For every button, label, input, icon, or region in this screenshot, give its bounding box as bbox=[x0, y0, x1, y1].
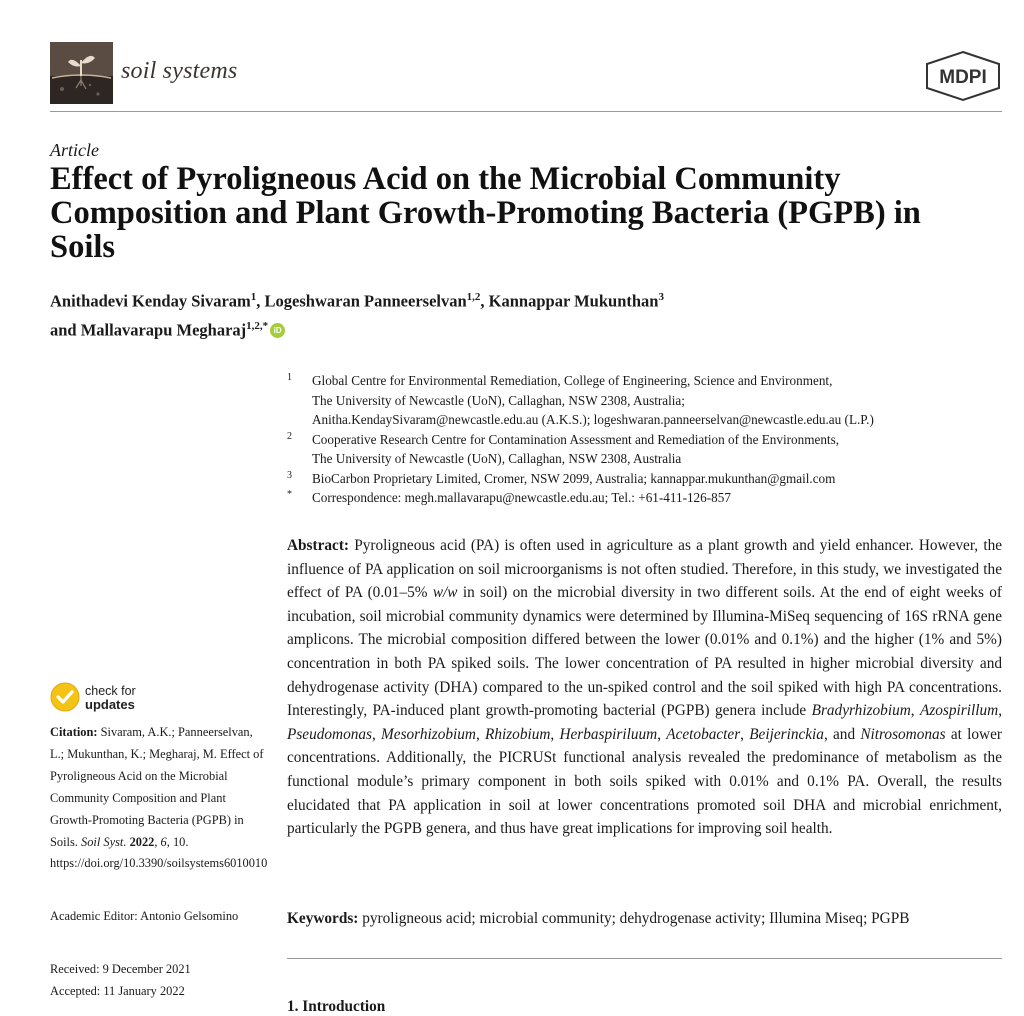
citation: Citation: Sivaram, A.K.; Panneerselvan, L.; Mukunthan, K.; Megharaj, M. Effect of Pyroligneous Acid on the Microbial Community Composition and Plant Growth-Promoting Bacteria (PGPB) in Soils. Soil Syst. 2022, 6, 10. https://doi.org/10.3390/soilsystems6010010 bbox=[50, 725, 268, 871]
author-separator: , bbox=[480, 291, 489, 311]
genus-name: Beijerinckia bbox=[749, 725, 824, 743]
citation-volume: 6 bbox=[160, 834, 167, 849]
article-title: Effect of Pyroligneous Acid on the Microbial Community Composition and Plant Growth-Promoting Bacteria (PGPB) in Soils bbox=[50, 161, 921, 265]
genus-name: Nitrosomonas bbox=[860, 725, 946, 743]
author-name: and Mallavarapu Megharaj bbox=[50, 320, 247, 339]
citation-label: Citation: bbox=[50, 725, 98, 739]
genus-name: Mesorhizobium bbox=[381, 725, 476, 743]
accepted-date: Accepted: 11 January 2022 bbox=[50, 984, 185, 998]
affiliation-line: Global Centre for Environmental Remediation, College of Engineering, Science and Environment, bbox=[312, 373, 833, 388]
abstract-text: at lower concentrations. Additionally, the PICRUSt functional analysis revealed the predominance of metabolism as the functional module’s primary component in both soils spiked with 0.01% and 0.1% PA. Overall, the results elucidated that PA application in soil at lower concentrations promoted soil DHA and microbial enrichment, particularly the PGPB genera, and thus have great implications for improving soil health. bbox=[287, 725, 1002, 838]
genus-name: Pseudomonas bbox=[287, 725, 372, 743]
abstract-unit: w/w bbox=[432, 584, 458, 602]
affiliation-item bbox=[287, 430, 1017, 469]
genus-name: Acetobacter bbox=[666, 725, 741, 743]
article-type: Article bbox=[50, 140, 99, 160]
section-heading: 1. Introduction bbox=[287, 998, 386, 1015]
abstract-text: and bbox=[833, 725, 856, 743]
author-affiliation-mark: 3 bbox=[658, 291, 664, 303]
author-affiliation-mark: 1,2 bbox=[466, 291, 481, 303]
soil-plant-icon bbox=[50, 42, 113, 104]
abstract: Abstract: Pyroligneous acid (PA) is often used in agriculture as a plant growth and yield enhancer. However, the influence of PA application on soil microorganisms is not often studied. Therefore, in this study, we investigated the effect of PA (0.01–5% w/w in soil) on the microbial diversity in two different soils. At the end of eight weeks of incubation, soil microbial community dynamics were determined by Illumina-MiSeq sequencing of 16S rRNA gene amplicons. The microbial composition differed between the lower (0.01% and 0.1%) and the higher (1% and 5%) concentration in both PA spiked soils. The lower concentration of PA resulted in higher microbial diversity and dehydrogenase activity (DHA) compared to the un-spiked control and the soil spiked with high PA concentrations. Interestingly, PA-induced plant growth-promoting bacterial (PGPB) genera include Bradyrhizobium, Azospirillum, Pseudomonas, Mesorhizobium, Rhizobium, Herbaspiriluum, Acetobacter, Beijerinckia, and Nitrosomonas at lower concentrations. Additionally, the PICRUSt functional analysis revealed the predominance of metabolism as the functional module’s primary component in both soils spiked with 0.01% and 0.1% PA. Overall, the results elucidated that PA application in soil at lower concentrations promoted soil DHA and microbial enrichment, particularly the PGPB genera, and thus have great implications for improving soil health. bbox=[287, 537, 1003, 838]
check-for-updates-button[interactable] bbox=[50, 682, 200, 716]
affiliation-mark: 3 bbox=[287, 469, 292, 481]
affiliation-mark: * bbox=[287, 489, 292, 500]
author-affiliation-mark: 1,2,* bbox=[246, 319, 269, 332]
citation-doi[interactable]: , 10. https://doi.org/10.3390/soilsystems6010010 bbox=[50, 834, 268, 871]
affiliations bbox=[287, 371, 1017, 508]
check-updates-icon bbox=[50, 682, 80, 712]
orcid-icon[interactable]: iD bbox=[270, 323, 285, 338]
affiliation-line: The University of Newcastle (UoN), Callaghan, NSW 2308, Australia bbox=[312, 451, 682, 466]
author-name: Anithadevi Kenday Sivaram bbox=[50, 291, 251, 311]
citation-journal: Soil Syst. bbox=[81, 834, 127, 849]
affiliation-line: Anitha.KendaySivaram@newcastle.edu.au (A.K.S.); logeshwaran.panneerselvan@newcastle.edu.au (L.P.) bbox=[312, 412, 874, 427]
genus-name: Rhizobium bbox=[484, 725, 551, 743]
keywords-label: Keywords: bbox=[287, 910, 359, 927]
abstract-label: Abstract: bbox=[287, 537, 350, 554]
author-name: Kannappar Mukunthan bbox=[488, 291, 659, 311]
correspondence bbox=[287, 488, 1017, 508]
keywords-text: pyroligneous acid; microbial community; dehydrogenase activity; Illumina Miseq; PGPB bbox=[362, 910, 910, 927]
genus-name: Herbaspiriluum bbox=[559, 725, 658, 743]
journal-logo bbox=[50, 42, 113, 104]
check-updates-label: updates bbox=[85, 697, 135, 712]
received-date: Received: 9 December 2021 bbox=[50, 962, 191, 976]
affiliation-mark: 1 bbox=[287, 372, 292, 383]
genus-name: Bradyrhizobium bbox=[811, 702, 911, 720]
affiliation-line: BioCarbon Proprietary Limited, Cromer, NSW 2099, Australia; kannappar.mukunthan@gmail.com bbox=[312, 470, 836, 486]
genus-name: Azospirillum bbox=[919, 702, 999, 720]
journal-name: soil systems bbox=[121, 58, 238, 84]
keywords bbox=[287, 907, 1002, 931]
author-name: Logeshwaran Panneerselvan bbox=[264, 291, 467, 311]
affiliation-mark: 2 bbox=[287, 430, 292, 442]
mdpi-logo bbox=[924, 50, 1002, 102]
section-divider bbox=[287, 958, 1002, 959]
affiliation-item bbox=[287, 371, 1017, 430]
abstract-text: in soil) on the microbial diversity in two different soils. At the end of eight weeks of incubation, soil microbial community dynamics were determined by Illumina-MiSeq sequencing of 16S rRNA gene amplicons. The microbial composition differed between the lower (0.01% and 0.1%) and the higher (1% and 5%) concentration in both PA spiked soils. The lower concentration of PA resulted in higher microbial diversity and dehydrogenase activity (DHA) compared to the un-spiked control and the soil spiked with high PA concentrations. Interestingly, PA-induced plant growth-promoting bacterial (PGPB) genera include bbox=[287, 584, 1003, 720]
affiliation-item bbox=[287, 469, 1017, 489]
publisher-name: MDPI bbox=[939, 67, 987, 88]
affiliation-line: Correspondence: megh.mallavarapu@newcastle.edu.au; Tel.: +61-411-126-857 bbox=[312, 490, 731, 505]
author-separator: , bbox=[256, 291, 265, 311]
affiliation-line: Cooperative Research Centre for Contamination Assessment and Remediation of the Environments, bbox=[312, 431, 840, 447]
academic-editor: Academic Editor: Antonio Gelsomino bbox=[50, 909, 239, 923]
header-divider bbox=[50, 111, 1002, 112]
author-list bbox=[50, 285, 930, 342]
citation-year: 2022 bbox=[129, 834, 155, 849]
citation-text: Sivaram, A.K.; Panneerselvan, L.; Mukunthan, K.; Megharaj, M. Effect of Pyroligneous Acid on the Microbial Community Composition and Plant Growth-Promoting Bacteria (PGPB) in Soils. bbox=[50, 725, 264, 849]
affiliation-line: The University of Newcastle (UoN), Callaghan, NSW 2308, Australia; bbox=[312, 392, 685, 408]
abstract-text: Pyroligneous acid (PA) is often used in agriculture as a plant growth and yield enhancer. However, the influence of PA application on soil microorganisms is not often studied. Therefore, in this study, we investigated the effect of PA (0.01–5% bbox=[287, 537, 1003, 602]
author-affiliation-mark: 1 bbox=[250, 291, 257, 303]
check-updates-label: check for bbox=[85, 684, 136, 698]
